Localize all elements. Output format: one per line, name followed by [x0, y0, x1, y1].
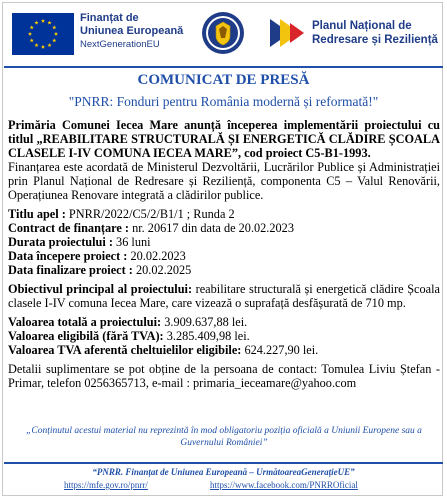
detail-label: Data finalizare proiect :	[8, 263, 133, 277]
value-amount: 624.227,90 lei.	[241, 343, 319, 357]
pnrr-label-line2: Redresare și Reziliență	[312, 34, 438, 46]
disclaimer-notice: „Conținutul acestui material nu reprezintă în mod obligatoriu poziția oficială a Uniunii Europene sau a Guvernului României”	[26, 426, 422, 448]
header-divider	[4, 66, 443, 68]
page-subtitle: "PNRR: Fonduri pentru România modernă și reformată!"	[68, 94, 379, 109]
eu-label-line1: Finanțat de	[80, 12, 139, 24]
government-emblem-icon	[201, 9, 245, 57]
value-total	[8, 315, 440, 329]
detail-value: PNRR/2022/C5/2/B1/1 ; Runda 2	[65, 207, 235, 221]
detail-title-apel	[8, 207, 440, 221]
eu-label-line2: Uniunea Europeană	[80, 25, 184, 37]
pnrr-label-line1: Planul Național de	[312, 20, 412, 32]
header-logos	[0, 0, 447, 66]
detail-label: Durata proiectului :	[8, 235, 113, 249]
contact-text: Detalii suplimentare se pot obține de la persoana de contact: Tomulea Liviu Ștefan - Primar, telefon 0256365713, e-mail :	[8, 362, 440, 390]
objective-value: reabilitare structurală și energetică clădire Școala clasele I-IV comuna Iecea Mare, care vizează o suprafață desfășurată de 710 mp.	[8, 282, 440, 310]
value-label: Valoarea totală a proiectului:	[8, 315, 162, 329]
intro-paragraph	[8, 118, 440, 160]
eu-flag-icon	[12, 13, 74, 55]
footer-mfe-link[interactable]: https://mfe.gov.ro/pnrr/	[64, 480, 148, 490]
objective-label: Obiectivul principal al proiectului:	[8, 282, 193, 296]
intro-bold-text: Primăria Comunei Iecea Mare anunță începerea implementării proiectului cu titlul „REABILITARE STRUCTURALĂ ȘI ENERGETICĂ CLĂDIRE ȘCOALA CLASELE I-IV COMUNA IECEA MARE”, cod proiect C5-B1-1993.	[8, 118, 440, 160]
value-label: Valoarea TVA aferentă cheltuielilor eligibile:	[8, 343, 242, 357]
footer-divider	[4, 462, 443, 464]
eu-label-line3: NextGenerationEU	[80, 39, 160, 50]
eu-funding-label	[80, 12, 183, 52]
detail-contract	[8, 221, 440, 235]
contact-paragraph	[8, 362, 440, 390]
press-release-body	[8, 118, 440, 390]
detail-durata	[8, 235, 440, 249]
value-eligibila	[8, 329, 440, 343]
detail-data-finalizare	[8, 263, 440, 277]
detail-label: Contract de finanțare :	[8, 221, 130, 235]
detail-label: Data începere proiect :	[8, 249, 128, 263]
footer-slogan: “PNRR. Finanțat de Uniunea Europeană – UrmătoareaGenerațieUE”	[92, 467, 355, 477]
footer-facebook-link[interactable]: https://www.facebook.com/PNRROficial	[210, 480, 358, 490]
detail-value: nr. 20617 din data de 20.02.2023	[129, 221, 294, 235]
detail-value: 20.02.2023	[127, 249, 186, 263]
value-amount: 3.909.637,88 lei.	[161, 315, 248, 329]
detail-label: Titlu apel :	[8, 207, 66, 221]
objective-paragraph	[8, 282, 440, 310]
detail-data-incepere	[8, 249, 440, 263]
funding-paragraph: Finanțarea este acordată de Ministerul Dezvoltării, Lucrărilor Publice și Administrației prin Planul Național de Redresare și Reziliență, componenta C5 – Valul Renovării, Operațiunea Renovare integrată a clădirilor publice.	[8, 160, 440, 202]
value-amount: 3.285.409,98 lei.	[163, 329, 250, 343]
value-label: Valoarea eligibilă (fără TVA):	[8, 329, 164, 343]
pnrr-label	[312, 19, 438, 47]
pnrr-logo-icon	[268, 15, 308, 51]
value-tva	[8, 343, 440, 357]
contact-email-link[interactable]: primaria_ieceamare@yahoo.com	[192, 376, 357, 390]
detail-value: 36 luni	[112, 235, 151, 249]
page-title: COMUNICAT DE PRESĂ	[137, 72, 310, 88]
detail-value: 20.02.2025	[132, 263, 192, 277]
